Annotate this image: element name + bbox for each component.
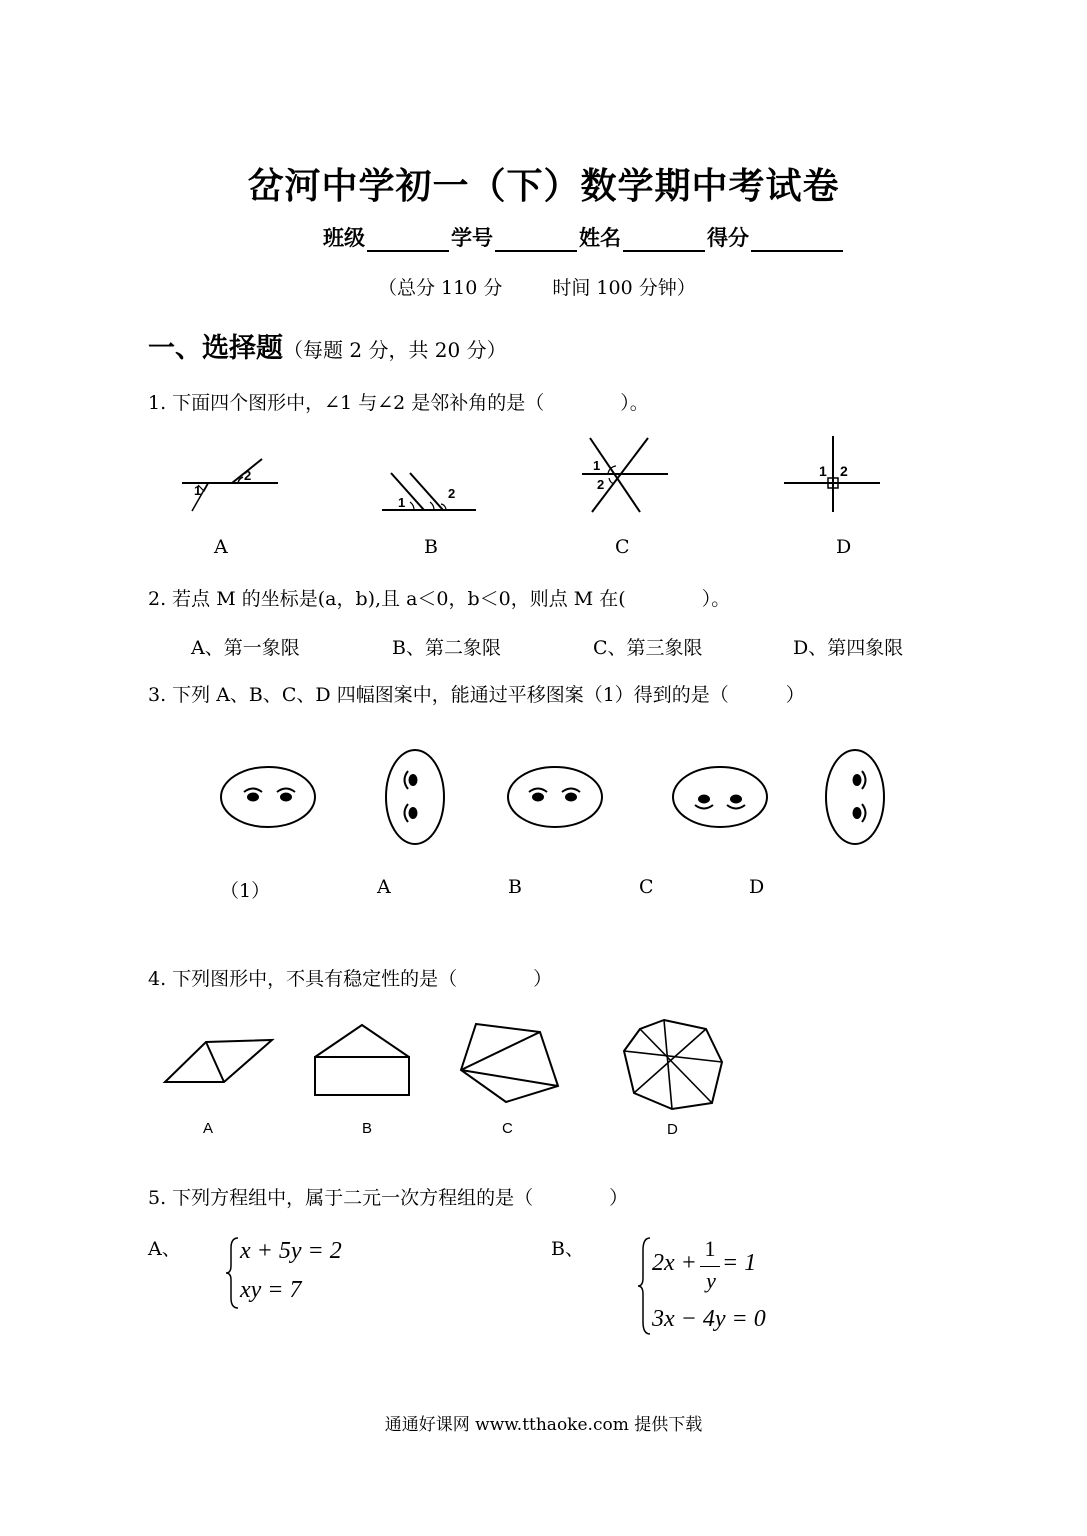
q4-shape-d <box>620 1017 726 1113</box>
page-footer: 通通好课网 www.tthaoke.com 提供下载 <box>384 1415 703 1435</box>
score-label: 得分 <box>707 226 749 250</box>
q5-option-a-label: A、 <box>148 1238 181 1260</box>
q5-b-brace <box>637 1236 653 1336</box>
score-blank <box>751 228 843 252</box>
q3-label-original: （1） <box>220 880 271 902</box>
q1-label-a: A <box>214 536 228 558</box>
q1c-angle-1-label: 1 <box>593 458 601 473</box>
q1-figure-c <box>578 434 673 516</box>
class-blank <box>367 228 449 252</box>
name-label: 姓名 <box>579 226 621 250</box>
id-label: 学号 <box>451 226 493 250</box>
question-2-text: 2. 若点 M 的坐标是(a，b),且 a＜0，b＜0，则点 M 在( ）。 <box>148 588 731 610</box>
section-note: （每题 2 分，共 20 分） <box>283 338 507 362</box>
q1a-angle-1-label: 1 <box>194 483 202 498</box>
class-label: 班级 <box>323 226 365 250</box>
q3-face-a <box>383 747 447 847</box>
q2-option-c: C、第三象限 <box>593 637 703 659</box>
q4-label-d: D <box>667 1121 678 1138</box>
q1-label-c: C <box>615 536 630 558</box>
q3-label-c: C <box>639 876 654 898</box>
q1-label-b: B <box>424 536 438 558</box>
q4-shape-c <box>458 1020 562 1104</box>
q3-face-d <box>823 747 887 847</box>
time-limit: 时间 100 分钟） <box>552 277 696 299</box>
section-heading <box>148 326 507 365</box>
q5-option-b-label: B、 <box>551 1238 584 1260</box>
q5-b-equation-2: 3x − 4y = 0 <box>652 1306 766 1332</box>
q3-face-c <box>670 765 770 829</box>
q2-option-d: D、第四象限 <box>793 637 904 659</box>
id-blank <box>495 228 577 252</box>
q3-label-a: A <box>377 876 391 898</box>
total-score: （总分 110 分 <box>378 277 503 299</box>
page-title: 岔河中学初一（下）数学期中考试卷 <box>247 166 840 207</box>
q3-face-original <box>218 765 318 829</box>
question-5-text: 5. 下列方程组中，属于二元一次方程组的是（ ） <box>148 1187 629 1209</box>
q4-label-a: A <box>203 1120 214 1137</box>
q4-shape-b <box>312 1022 412 1098</box>
q1b-angle-2-label: 2 <box>448 486 456 501</box>
section-title: 一、选择题 <box>148 333 283 364</box>
q5-b-equation-1-right: = 1 <box>722 1250 757 1276</box>
q4-shape-a <box>162 1036 276 1086</box>
exam-meta <box>378 273 696 300</box>
q1-figure-a <box>170 455 290 525</box>
q1c-angle-2-label: 2 <box>597 477 605 492</box>
q5-b-equation-1-left: 2x + <box>652 1250 697 1276</box>
q1-label-d: D <box>836 536 852 558</box>
q3-label-b: B <box>508 876 522 898</box>
question-4-text: 4. 下列图形中，不具有稳定性的是（ ） <box>148 968 553 990</box>
question-1-text: 1. 下面四个图形中，∠1 与∠2 是邻补角的是（ ）。 <box>148 392 649 414</box>
q1d-angle-1-label: 1 <box>819 463 827 479</box>
q5-a-equation-1: x + 5y = 2 <box>240 1238 342 1264</box>
q1d-angle-2-label: 2 <box>840 463 848 479</box>
name-blank <box>623 228 705 252</box>
q5-a-brace <box>225 1236 241 1310</box>
q1b-angle-1-label: 1 <box>398 495 406 510</box>
question-3-text: 3. 下列 A、B、C、D 四幅图案中，能通过平移图案（1）得到的是（ ） <box>148 684 805 706</box>
q1a-angle-2-label: 2 <box>244 468 252 483</box>
q2-option-a: A、第一象限 <box>191 637 300 659</box>
q3-face-b <box>505 765 605 829</box>
q4-label-c: C <box>502 1120 513 1137</box>
q5-b-fraction-bar <box>700 1266 720 1267</box>
q5-b-fraction-denominator: y <box>706 1268 716 1293</box>
student-info-line <box>323 222 845 252</box>
q5-a-equation-2: xy = 7 <box>240 1277 302 1303</box>
q3-label-d: D <box>749 876 765 898</box>
q1-figure-b <box>378 470 483 515</box>
q1-figure-d <box>782 434 884 514</box>
q4-label-b: B <box>362 1120 373 1137</box>
q2-option-b: B、第二象限 <box>392 637 501 659</box>
q5-b-fraction-numerator: 1 <box>704 1236 716 1261</box>
